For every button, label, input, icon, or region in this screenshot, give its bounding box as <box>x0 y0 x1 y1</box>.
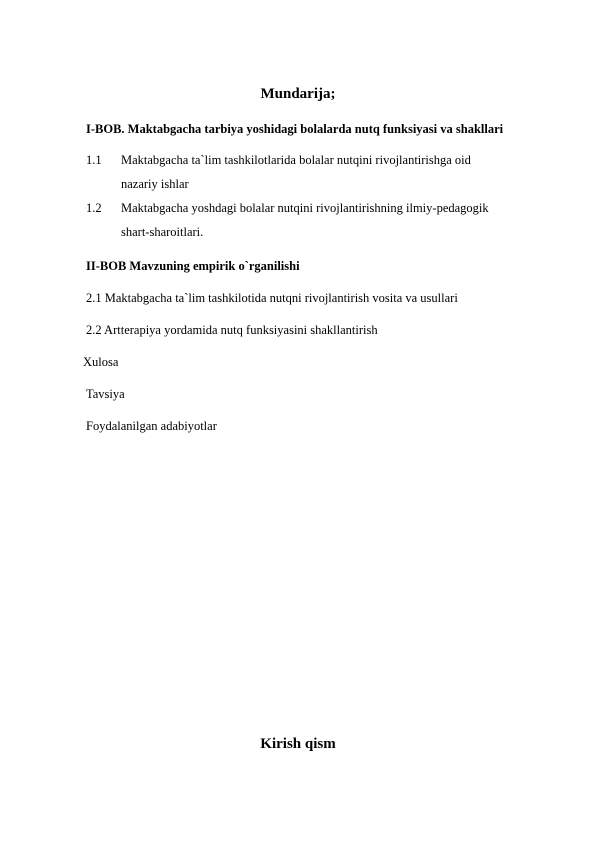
toc-recommendation: Tavsiya <box>86 387 125 401</box>
toc-entry-2-2: 2.2 Artterapiya yordamida nutq funksiyasini shakllantirish <box>86 323 378 337</box>
toc-entry-text-continued: nazariy ishlar <box>121 177 189 191</box>
toc-entry-number: 1.2 <box>86 201 102 215</box>
toc-entry-2-1: 2.1 Maktabgacha ta`lim tashkilotida nutqni rivojlantirish vosita va usullari <box>86 291 458 305</box>
toc-entry-text-continued: shart-sharoitlari. <box>121 225 204 239</box>
toc-title: Mundarija; <box>260 86 336 102</box>
chapter-1-heading: I-BOB. Maktabgacha tarbiya yoshidagi bolalarda nutq funksiyasi va shakllari <box>86 122 504 136</box>
chapter-2-heading: II-BOB Mavzuning empirik o`rganilishi <box>86 259 300 273</box>
toc-entry-number: 1.1 <box>86 153 102 167</box>
intro-title: Kirish qism <box>260 736 336 752</box>
toc-entry-text: Maktabgacha yoshdagi bolalar nutqini rivojlantirishning ilmiy-pedagogik <box>121 201 489 215</box>
toc-conclusion: Xulosa <box>83 355 119 369</box>
toc-references: Foydalanilgan adabiyotlar <box>86 419 217 433</box>
toc-entry-text: Maktabgacha ta`lim tashkilotlarida bolalar nutqini rivojlantirishga oid <box>121 153 471 167</box>
